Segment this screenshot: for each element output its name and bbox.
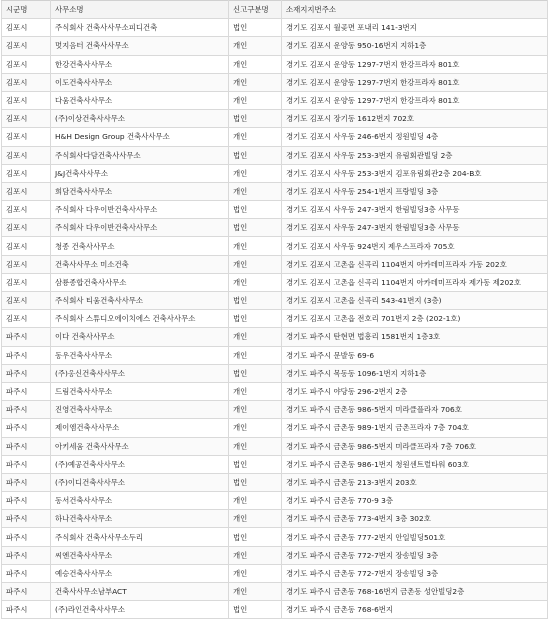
header-address: 소재지지번주소 [282, 1, 548, 19]
cell-registration-type: 법인 [229, 292, 282, 310]
table-row [2, 546, 548, 564]
table-row [2, 37, 548, 55]
table-row [2, 437, 548, 455]
cell-registration-type: 법인 [229, 528, 282, 546]
cell-office-name: 하나건축사사무소 [51, 510, 229, 528]
cell-city: 김포시 [2, 73, 51, 91]
cell-office-name: (주)옹신건축사사무소 [51, 364, 229, 382]
table-row [2, 492, 548, 510]
cell-city: 파주시 [2, 473, 51, 491]
cell-address: 경기도 김포시 사우동 246-6번지 정원빌딩 4층 [282, 128, 548, 146]
table-row [2, 346, 548, 364]
table-row [2, 273, 548, 291]
table-row [2, 364, 548, 382]
cell-address: 경기도 파주시 금촌동 770-9 3층 [282, 492, 548, 510]
cell-city: 파주시 [2, 546, 51, 564]
table-row [2, 19, 548, 37]
cell-registration-type: 개인 [229, 564, 282, 582]
cell-address: 경기도 김포시 고촌읍 신곡리 1104번지 아카데미프라자 가동 202호 [282, 255, 548, 273]
cell-registration-type: 개인 [229, 346, 282, 364]
table-row [2, 110, 548, 128]
cell-city: 파주시 [2, 564, 51, 582]
cell-city: 김포시 [2, 219, 51, 237]
cell-office-name: 주식회사 건축사사무소두리 [51, 528, 229, 546]
cell-registration-type: 법인 [229, 310, 282, 328]
table-row [2, 528, 548, 546]
cell-city: 파주시 [2, 510, 51, 528]
cell-address: 경기도 파주시 금촌동 772-7번지 장송빌딩 3층 [282, 564, 548, 582]
cell-office-name: 진영건축사사무소 [51, 401, 229, 419]
cell-city: 파주시 [2, 601, 51, 619]
cell-city: 파주시 [2, 437, 51, 455]
registry-table [1, 0, 548, 619]
cell-city: 김포시 [2, 146, 51, 164]
cell-address: 경기도 김포시 사우동 253-3번지 김포유림회관2층 204-B호 [282, 164, 548, 182]
table-row [2, 219, 548, 237]
cell-address: 경기도 파주시 문발동 69-6 [282, 346, 548, 364]
cell-city: 김포시 [2, 237, 51, 255]
header-registration-type: 신고구분명 [229, 1, 282, 19]
cell-city: 김포시 [2, 182, 51, 200]
cell-address: 경기도 파주시 금촌동 772-7번지 장송빌딩 3층 [282, 546, 548, 564]
table-row [2, 182, 548, 200]
cell-office-name: 주식회사 스튜디오에이치에스 건축사사무소 [51, 310, 229, 328]
cell-city: 파주시 [2, 583, 51, 601]
table-body [2, 19, 548, 619]
cell-address: 경기도 파주시 금촌동 213-3번지 203호 [282, 473, 548, 491]
cell-city: 파주시 [2, 455, 51, 473]
table-row [2, 455, 548, 473]
cell-office-name: 한강건축사사무소 [51, 55, 229, 73]
cell-office-name: 주식회사다담건축사사무소 [51, 146, 229, 164]
cell-registration-type: 법인 [229, 364, 282, 382]
cell-city: 김포시 [2, 128, 51, 146]
cell-registration-type: 법인 [229, 473, 282, 491]
cell-city: 김포시 [2, 110, 51, 128]
cell-office-name: (주)이상건축사사무소 [51, 110, 229, 128]
cell-registration-type: 법인 [229, 219, 282, 237]
cell-office-name: (주)라인건축사사무소 [51, 601, 229, 619]
cell-office-name: 멋지음터 건축사사무소 [51, 37, 229, 55]
cell-city: 김포시 [2, 255, 51, 273]
header-row [2, 1, 548, 19]
cell-office-name: 이도건축사사무소 [51, 73, 229, 91]
cell-city: 김포시 [2, 37, 51, 55]
cell-registration-type: 개인 [229, 182, 282, 200]
cell-office-name: 희담건축사사무소 [51, 182, 229, 200]
cell-address: 경기도 파주시 금촌동 777-2번지 안일빌딩501호 [282, 528, 548, 546]
cell-address: 경기도 김포시 장기동 1612번지 702호 [282, 110, 548, 128]
cell-registration-type: 개인 [229, 55, 282, 73]
cell-registration-type: 법인 [229, 201, 282, 219]
cell-city: 파주시 [2, 328, 51, 346]
cell-city: 김포시 [2, 55, 51, 73]
cell-address: 경기도 파주시 금촌동 773-4번지 3층 302호 [282, 510, 548, 528]
cell-address: 경기도 파주시 금촌동 986-1번지 청원센트럴타워 603호 [282, 455, 548, 473]
cell-registration-type: 개인 [229, 492, 282, 510]
cell-office-name: 동서건축사사무소 [51, 492, 229, 510]
cell-city: 김포시 [2, 273, 51, 291]
cell-office-name: H&H Design Group 건축사사무소 [51, 128, 229, 146]
cell-office-name: 주식회사 다우이반건축사사무소 [51, 201, 229, 219]
cell-registration-type: 개인 [229, 73, 282, 91]
cell-address: 경기도 김포시 사우동 247-3번지 한림빌딩3층 사무동 [282, 219, 548, 237]
cell-address: 경기도 김포시 운양동 1297-7번지 한강프라자 801호 [282, 55, 548, 73]
cell-registration-type: 개인 [229, 273, 282, 291]
cell-address: 경기도 파주시 탄현면 법흥리 1581번지 1층3호 [282, 328, 548, 346]
cell-registration-type: 개인 [229, 401, 282, 419]
cell-registration-type: 개인 [229, 510, 282, 528]
cell-city: 파주시 [2, 401, 51, 419]
cell-city: 김포시 [2, 310, 51, 328]
cell-office-name: 주식회사 건축사사무소피디건축 [51, 19, 229, 37]
cell-registration-type: 개인 [229, 37, 282, 55]
cell-registration-type: 개인 [229, 255, 282, 273]
cell-city: 파주시 [2, 382, 51, 400]
cell-office-name: 건축사사무소 미소건축 [51, 255, 229, 273]
cell-registration-type: 개인 [229, 419, 282, 437]
table-row [2, 328, 548, 346]
cell-office-name: 이다 건축사사무소 [51, 328, 229, 346]
table-row [2, 73, 548, 91]
cell-office-name: 아키세움 건축사사무소 [51, 437, 229, 455]
table-row [2, 91, 548, 109]
cell-address: 경기도 김포시 사우동 254-1번지 프랑빌딩 3층 [282, 182, 548, 200]
table-row [2, 237, 548, 255]
cell-address: 경기도 김포시 운양동 1297-7번지 한강프라자 801호 [282, 91, 548, 109]
cell-registration-type: 개인 [229, 328, 282, 346]
cell-city: 김포시 [2, 91, 51, 109]
table-row [2, 146, 548, 164]
cell-city: 파주시 [2, 528, 51, 546]
table-row [2, 55, 548, 73]
cell-address: 경기도 파주시 금촌동 768-16번지 금촌동 성안빌딩2층 [282, 583, 548, 601]
cell-registration-type: 개인 [229, 128, 282, 146]
cell-registration-type: 법인 [229, 146, 282, 164]
cell-office-name: (주)이디건축사사무소 [51, 473, 229, 491]
cell-registration-type: 개인 [229, 437, 282, 455]
table-row [2, 583, 548, 601]
cell-address: 경기도 김포시 운양동 950-16번지 지하1층 [282, 37, 548, 55]
cell-city: 파주시 [2, 492, 51, 510]
cell-city: 김포시 [2, 201, 51, 219]
cell-address: 경기도 파주시 금촌동 986-5번지 미라클플라자 706호 [282, 401, 548, 419]
cell-registration-type: 개인 [229, 382, 282, 400]
cell-city: 파주시 [2, 346, 51, 364]
cell-office-name: 주식회사 티움건축사사무소 [51, 292, 229, 310]
cell-address: 경기도 김포시 사우동 253-3번지 유림회관빌딩 2층 [282, 146, 548, 164]
cell-address: 경기도 김포시 고촌읍 신곡리 543-41번지 (3층) [282, 292, 548, 310]
cell-registration-type: 개인 [229, 546, 282, 564]
table-row [2, 310, 548, 328]
cell-registration-type: 개인 [229, 583, 282, 601]
cell-address: 경기도 파주시 목동동 1096-1번지 지하1층 [282, 364, 548, 382]
header-office-name: 사무소명 [51, 1, 229, 19]
cell-registration-type: 개인 [229, 237, 282, 255]
table-row [2, 255, 548, 273]
cell-city: 파주시 [2, 364, 51, 382]
cell-address: 경기도 파주시 야당동 296-2번지 2층 [282, 382, 548, 400]
cell-city: 파주시 [2, 419, 51, 437]
cell-office-name: 청종 건축사사무소 [51, 237, 229, 255]
cell-address: 경기도 파주시 금촌동 986-5번지 미라클프라자 7층 706호 [282, 437, 548, 455]
header-city: 시군명 [2, 1, 51, 19]
cell-office-name: 삼룡종합건축사사무소 [51, 273, 229, 291]
cell-office-name: 다움건축사사무소 [51, 91, 229, 109]
table-row [2, 401, 548, 419]
table-row [2, 564, 548, 582]
table-row [2, 510, 548, 528]
cell-address: 경기도 김포시 운양동 1297-7번지 한강프라자 801호 [282, 73, 548, 91]
cell-office-name: 씨엔건축사사무소 [51, 546, 229, 564]
table-row [2, 164, 548, 182]
cell-registration-type: 개인 [229, 91, 282, 109]
cell-office-name: (주)예공건축사사무소 [51, 455, 229, 473]
cell-registration-type: 법인 [229, 455, 282, 473]
cell-office-name: 예승건축사사무소 [51, 564, 229, 582]
cell-city: 김포시 [2, 292, 51, 310]
cell-address: 경기도 파주시 금촌동 989-1번지 금촌프라자 7층 704호 [282, 419, 548, 437]
cell-registration-type: 법인 [229, 110, 282, 128]
cell-address: 경기도 김포시 월곶면 포내리 141-3번지 [282, 19, 548, 37]
cell-address: 경기도 김포시 사우동 247-3번지 한림빌딩3층 사무동 [282, 201, 548, 219]
cell-city: 김포시 [2, 19, 51, 37]
table-row [2, 201, 548, 219]
cell-office-name: 제이엠건축사사무소 [51, 419, 229, 437]
cell-registration-type: 개인 [229, 164, 282, 182]
cell-address: 경기도 파주시 금촌동 768-6번지 [282, 601, 548, 619]
table-row [2, 473, 548, 491]
table-row [2, 419, 548, 437]
cell-office-name: 동우건축사사무소 [51, 346, 229, 364]
cell-office-name: 건축사사무소남부ACT [51, 583, 229, 601]
table-row [2, 292, 548, 310]
cell-address: 경기도 김포시 고촌읍 전호리 701번지 2층 (202-1호) [282, 310, 548, 328]
cell-address: 경기도 김포시 고촌읍 신곡리 1104번지 아카데미프라자 제가동 제202호 [282, 273, 548, 291]
cell-registration-type: 법인 [229, 601, 282, 619]
table-row [2, 382, 548, 400]
cell-office-name: 주식회사 다우이반건축사사무소 [51, 219, 229, 237]
table-row [2, 128, 548, 146]
cell-city: 김포시 [2, 164, 51, 182]
table-row [2, 601, 548, 619]
cell-registration-type: 법인 [229, 19, 282, 37]
cell-office-name: 드림건축사사무소 [51, 382, 229, 400]
cell-address: 경기도 김포시 사우동 924번지 제우스프라자 705호 [282, 237, 548, 255]
cell-office-name: J&J건축사사무소 [51, 164, 229, 182]
